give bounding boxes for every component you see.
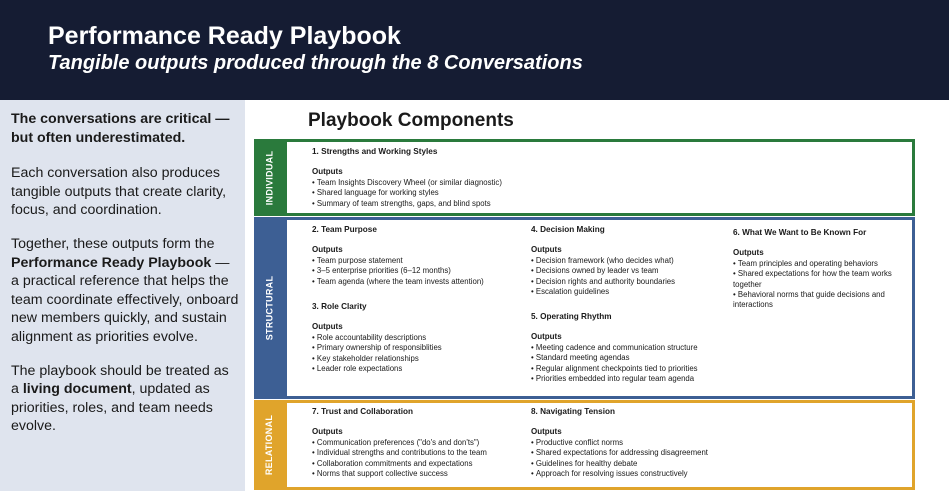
relational-box [284,400,915,490]
paragraph-living-document: The playbook should be treated as a living document, updated as priorities, roles, and team needs evolve. [11,362,229,435]
outputs-label: Outputs [312,245,343,255]
output-item: • 3–5 enterprise priorities (6–12 months) [312,266,522,276]
component-trust-collaboration [312,407,522,479]
output-item: • Primary ownership of responsiblities [312,343,522,353]
component-heading: 7. Trust and Collaboration [312,407,413,416]
output-item: • Leader role expectations [312,364,522,374]
component-team-purpose [312,225,522,287]
output-item: • Team agenda (where the team invests attention) [312,277,522,287]
outputs-label: Outputs [531,332,562,342]
relational-label: RELATIONAL [264,414,275,476]
output-item: • Standard meeting agendas [531,353,741,363]
paragraph-outputs: Each conversation also produces tangible outputs that create clarity, focus, and coordination. [11,165,227,219]
components-title: Playbook Components [308,110,514,131]
header-banner [0,0,949,100]
structural-tab [254,217,284,399]
component-strengths [312,147,712,209]
outputs-label: Outputs [312,322,343,332]
output-item: • Priorities embedded into regular team agenda [531,374,741,384]
output-item: • Team principles and operating behaviors [733,259,903,269]
outputs-label: Outputs [312,427,343,437]
output-item: • Behavioral norms that guide decisions and interactions [733,290,903,311]
output-item: • Shared expectations for addressing disagreement [531,448,741,458]
output-item: • Collaboration commitments and expectations [312,459,522,469]
output-item: • Team Insights Discovery Wheel (or similar diagnostic) [312,178,712,188]
component-decision-making [531,225,741,297]
individual-label: INDIVIDUAL [264,150,274,205]
component-heading: 8. Navigating Tension [531,407,616,416]
structural-box [284,217,915,399]
outputs-label: Outputs [312,167,343,177]
individual-box [284,139,915,216]
page-subtitle: Tangible outputs produced through the 8 Conversations [48,52,583,74]
output-item: • Guidelines for healthy debate [531,459,741,469]
component-navigating-tension [531,407,741,479]
output-item: • Summary of team strengths, gaps, and blind spots [312,199,712,209]
output-item: • Norms that support collective success [312,469,522,479]
outputs-label: Outputs [733,248,764,258]
output-item: • Regular alignment checkpoints tied to priorities [531,364,741,374]
left-panel [0,100,245,491]
output-item: • Shared language for working styles [312,188,712,198]
output-item: • Decision rights and authority boundaries [531,277,741,287]
output-item: • Escalation guidelines [531,287,741,297]
output-item: • Shared expectations for how the team works together [733,269,903,290]
outputs-label: Outputs [531,427,562,437]
individual-tab [254,139,284,216]
output-item: • Communication preferences ("do's and don'ts") [312,438,522,448]
component-known-for [733,228,903,311]
component-role-clarity [312,302,522,374]
relational-tab [254,400,284,490]
component-heading: 1. Strengths and Working Styles [312,147,438,156]
output-item: • Meeting cadence and communication structure [531,343,741,353]
output-item: • Decisions owned by leader vs team [531,266,741,276]
component-heading: 5. Operating Rhythm [531,312,612,321]
component-heading: 2. Team Purpose [312,225,377,234]
output-item: • Role accountability descriptions [312,333,522,343]
output-item: • Productive conflict norms [531,438,741,448]
output-item: • Decision framework (who decides what) [531,256,741,266]
page-title: Performance Ready Playbook [48,22,401,50]
component-heading: 3. Role Clarity [312,302,367,311]
lead-text: The conversations are critical — but often underestimated. [11,111,230,146]
structural-label: STRUCTURAL [264,275,274,341]
outputs-label: Outputs [531,245,562,255]
output-item: • Team purpose statement [312,256,522,266]
output-item: • Individual strengths and contributions to the team [312,448,522,458]
paragraph-playbook: Together, these outputs form the Performance Ready Playbook — a practical reference that helps the team coordinate effectively, onboard new members quickly, and sustain alignment as priorities evolve. [11,235,239,345]
component-heading: 4. Decision Making [531,225,605,234]
output-item: • Key stakeholder relationships [312,354,522,364]
output-item: • Approach for resolving issues constructively [531,469,741,479]
component-heading: 6. What We Want to Be Known For [733,228,867,237]
component-operating-rhythm [531,312,741,384]
